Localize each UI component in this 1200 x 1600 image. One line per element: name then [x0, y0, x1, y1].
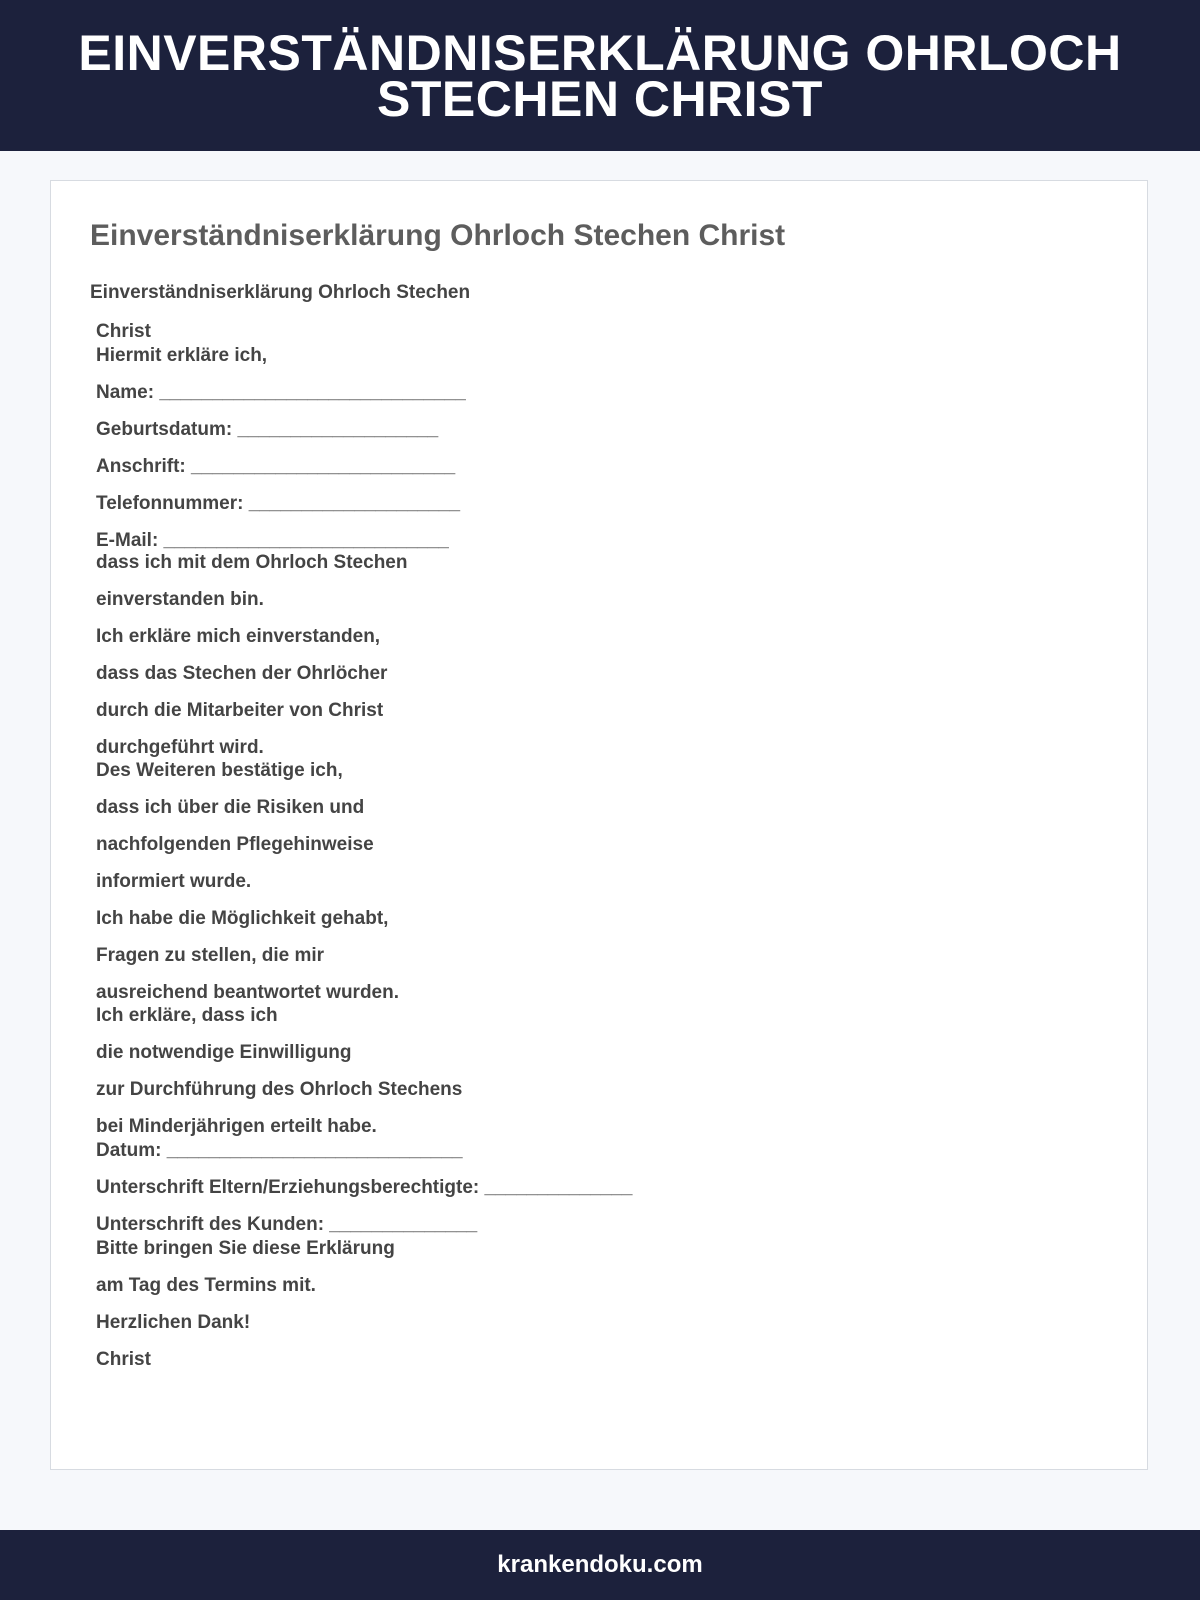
name-field: Name: _____________________________ [96, 382, 466, 403]
closing-line: Herzlichen Dank! [96, 1312, 251, 1333]
consent-line: einverstanden bin. [96, 589, 264, 610]
customer-signature-field: Unterschrift des Kunden: ______________ [96, 1214, 478, 1235]
fields-intro-block [96, 320, 151, 344]
banner-title: EINVERSTÄNDNISERKLÄRUNG OHRLOCH STECHEN CHRIST [78, 24, 1122, 127]
confirmation-line: Fragen zu stellen, die mir [96, 945, 325, 966]
consent-line: durch die Mitarbeiter von Christ [96, 700, 384, 721]
closing-line: Bitte bringen Sie diese Erklärung [96, 1238, 395, 1259]
phone-field: Telefonnummer: ____________________ [96, 493, 461, 514]
page-banner [0, 0, 1200, 151]
personal-fields-block [96, 344, 466, 553]
consent-line: Ich erkläre mich einverstanden, [96, 626, 381, 647]
brand-line: Christ [96, 321, 151, 342]
document-card [50, 180, 1148, 1470]
footer-site-link[interactable]: krankendoku.com [497, 1551, 703, 1578]
guardian-signature-field: Unterschrift Eltern/Erziehungsberechtigte: ______________ [96, 1177, 633, 1198]
address-field: Anschrift: _________________________ [96, 456, 456, 477]
confirmation-line: Des Weiteren bestätige ich, [96, 760, 343, 781]
confirmation-line: ausreichend beantwortet wurden. [96, 982, 399, 1003]
minors-block [96, 1004, 462, 1139]
date-field: Datum: ____________________________ [96, 1140, 463, 1161]
closing-signoff: Christ [96, 1349, 151, 1370]
document-lead: Einverständniserklärung Ohrloch Stechen [90, 282, 471, 303]
page-footer [0, 1530, 1200, 1600]
minors-line: bei Minderjährigen erteilt habe. [96, 1116, 377, 1137]
minors-line: zur Durchführung des Ohrloch Stechens [96, 1079, 463, 1100]
minors-line: die notwendige Einwilligung [96, 1042, 352, 1063]
consent-line: dass das Stechen der Ohrlöcher [96, 663, 388, 684]
intro-line: Hiermit erkläre ich, [96, 345, 268, 366]
confirmation-line: informiert wurde. [96, 871, 252, 892]
confirmation-line: dass ich über die Risiken und [96, 797, 365, 818]
closing-block [96, 1237, 395, 1372]
consent-line: dass ich mit dem Ohrloch Stechen [96, 552, 408, 573]
closing-line: am Tag des Termins mit. [96, 1275, 316, 1296]
consent-line: durchgeführt wird. [96, 737, 264, 758]
document-title: Einverständniserklärung Ohrloch Stechen Christ [90, 219, 786, 252]
confirmation-line: Ich habe die Möglichkeit gehabt, [96, 908, 389, 929]
consent-block [96, 551, 407, 760]
confirmation-line: nachfolgenden Pflegehinweise [96, 834, 374, 855]
birthdate-field: Geburtsdatum: ___________________ [96, 419, 439, 440]
minors-line: Ich erkläre, dass ich [96, 1005, 278, 1026]
confirmation-block [96, 759, 399, 1005]
email-field: E-Mail: ___________________________ [96, 530, 449, 551]
signature-block [96, 1139, 632, 1237]
